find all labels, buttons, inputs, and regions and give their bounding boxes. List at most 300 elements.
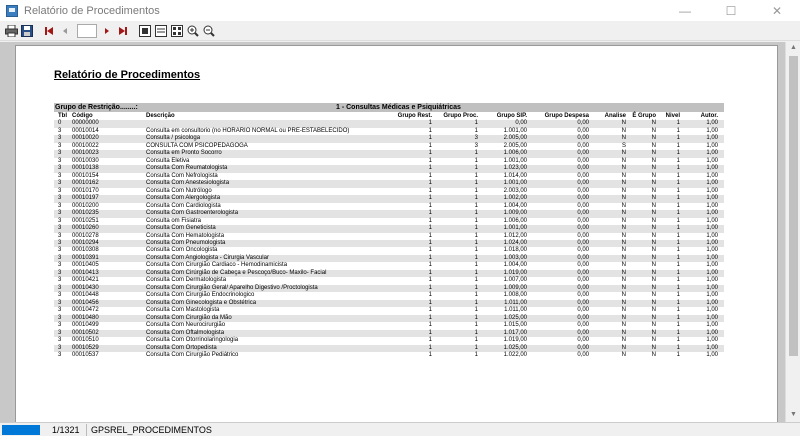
cell-e-grupo: N — [651, 277, 656, 284]
cell-tbl: 3 — [58, 352, 62, 358]
cell-codigo: 00010472 — [72, 307, 99, 314]
cell-grupo-rest: 1 — [428, 210, 432, 217]
cell-descricao: Consulta Com Alergologista — [146, 195, 221, 202]
cell-tbl: 3 — [58, 210, 62, 217]
cell-grupo-rest: 1 — [428, 202, 432, 209]
title-bar — [0, 0, 800, 21]
table-row — [54, 330, 724, 337]
col-header-codigo: Código — [72, 113, 93, 119]
cell-grupo-despesa: 0,00 — [577, 142, 589, 149]
cell-e-grupo: N — [651, 337, 656, 344]
cell-codigo: 00010529 — [72, 344, 99, 351]
cell-descricao: Consulta Com Dermatologista — [146, 277, 227, 284]
cell-nivel: 1 — [676, 202, 680, 209]
cell-descricao: Consulta Com Oncologista — [146, 247, 218, 254]
cell-analise: N — [621, 284, 626, 291]
cell-analise: N — [621, 135, 626, 142]
cell-grupo-rest: 1 — [428, 217, 432, 224]
cell-grupo-sip: 1.009,00 — [503, 210, 527, 217]
cell-grupo-rest: 1 — [428, 150, 432, 157]
table-row — [54, 128, 724, 135]
window-controls — [662, 0, 800, 21]
cell-descricao: Consulta Com Cardiologista — [146, 202, 221, 209]
procedures-table — [54, 113, 724, 359]
cell-grupo-proc: 1 — [474, 337, 478, 344]
cell-grupo-sip: 2.005,00 — [503, 135, 527, 142]
cell-codigo: 00010154 — [72, 172, 99, 179]
cell-grupo-sip: 1.009,00 — [503, 284, 527, 291]
cell-grupo-despesa: 0,00 — [577, 307, 589, 314]
cell-nivel: 1 — [676, 187, 680, 194]
cell-analise: N — [621, 165, 626, 172]
cell-analise: N — [621, 307, 626, 314]
cell-grupo-sip: 1.004,00 — [503, 262, 527, 269]
cell-grupo-proc: 1 — [474, 150, 478, 157]
cell-grupo-sip: 1.003,00 — [503, 254, 527, 261]
cell-analise: N — [621, 239, 626, 246]
cell-grupo-despesa: 0,00 — [577, 172, 589, 179]
cell-grupo-sip: 1.018,00 — [503, 247, 527, 254]
cell-codigo: 00000000 — [72, 120, 99, 127]
cell-tbl: 3 — [58, 187, 62, 194]
table-row — [54, 240, 724, 247]
cell-codigo: 00010251 — [72, 217, 99, 224]
cell-grupo-rest: 1 — [428, 157, 432, 164]
cell-autor: 1,00 — [706, 135, 718, 142]
cell-grupo-proc: 1 — [474, 239, 478, 246]
cell-grupo-proc: 1 — [474, 127, 478, 134]
col-header-autor: Autor. — [700, 113, 718, 119]
cell-nivel: 1 — [676, 269, 680, 276]
cell-grupo-despesa: 0,00 — [577, 284, 589, 291]
cell-tbl: 3 — [58, 239, 62, 246]
progress-bar — [2, 425, 40, 435]
table-row — [54, 150, 724, 157]
cell-e-grupo: N — [651, 150, 656, 157]
cell-grupo-proc: 1 — [474, 262, 478, 269]
cell-grupo-sip: 1.023,00 — [503, 165, 527, 172]
cell-grupo-proc: 1 — [474, 180, 478, 187]
cell-grupo-despesa: 0,00 — [577, 299, 589, 306]
minimize-button[interactable]: — — [679, 3, 691, 18]
cell-codigo: 00010294 — [72, 239, 99, 246]
cell-nivel: 1 — [676, 239, 680, 246]
cell-nivel: 1 — [676, 210, 680, 217]
cell-autor: 1,00 — [706, 314, 718, 321]
cell-tbl: 3 — [58, 180, 62, 187]
window-title: Relatório de Procedimentos — [24, 4, 160, 17]
cell-codigo: 00010405 — [72, 262, 99, 269]
cell-tbl: 3 — [58, 127, 62, 134]
group-header-bar — [54, 103, 724, 112]
cell-grupo-rest: 1 — [428, 352, 432, 358]
page-number-input[interactable] — [77, 24, 97, 38]
cell-nivel: 1 — [676, 172, 680, 179]
table-row — [54, 120, 724, 127]
cell-grupo-despesa: 0,00 — [577, 195, 589, 202]
cell-e-grupo: N — [651, 165, 656, 172]
close-button[interactable]: ✕ — [771, 3, 783, 18]
cell-grupo-sip: 1.022,00 — [503, 352, 527, 358]
toolbar — [0, 21, 800, 41]
cell-analise: N — [621, 202, 626, 209]
cell-grupo-despesa: 0,00 — [577, 120, 589, 127]
table-row — [54, 158, 724, 165]
cell-grupo-proc: 1 — [474, 292, 478, 299]
printer-icon[interactable] — [4, 24, 18, 38]
cell-tbl: 3 — [58, 292, 62, 299]
group-label: Grupo de Restrição........: — [55, 104, 138, 111]
cell-grupo-despesa: 0,00 — [577, 314, 589, 321]
cell-descricao: Consulta Com Cirurgião Endocrinologico — [146, 292, 255, 299]
table-row — [54, 173, 724, 180]
two-page-icon[interactable] — [154, 24, 168, 38]
cell-grupo-proc: 1 — [474, 232, 478, 239]
cell-grupo-despesa: 0,00 — [577, 322, 589, 329]
cell-autor: 1,00 — [706, 217, 718, 224]
cell-nivel: 1 — [676, 120, 680, 127]
cell-grupo-despesa: 0,00 — [577, 232, 589, 239]
cell-descricao: Consulta Com Angiologista - Cirurgia Vascular — [146, 254, 269, 261]
cell-analise: N — [621, 277, 626, 284]
cell-grupo-rest: 1 — [428, 254, 432, 261]
cell-grupo-rest: 1 — [428, 172, 432, 179]
cell-analise: N — [621, 322, 626, 329]
cell-nivel: 1 — [676, 337, 680, 344]
one-page-icon[interactable] — [138, 24, 152, 38]
cell-grupo-sip: 1.004,00 — [503, 202, 527, 209]
cell-e-grupo: N — [651, 262, 656, 269]
cell-tbl: 3 — [58, 329, 62, 336]
cell-nivel: 1 — [676, 352, 680, 358]
cell-grupo-despesa: 0,00 — [577, 210, 589, 217]
cell-nivel: 1 — [676, 150, 680, 157]
cell-e-grupo: N — [651, 187, 656, 194]
cell-codigo: 00010308 — [72, 247, 99, 254]
cell-grupo-proc: 1 — [474, 247, 478, 254]
cell-grupo-sip: 1.015,00 — [503, 322, 527, 329]
cell-analise: N — [621, 127, 626, 134]
cell-codigo: 00010499 — [72, 322, 99, 329]
cell-grupo-proc: 1 — [474, 269, 478, 276]
cell-e-grupo: N — [651, 232, 656, 239]
cell-codigo: 00010030 — [72, 157, 99, 164]
cell-grupo-sip: 1.001,00 — [503, 225, 527, 232]
cell-analise: N — [621, 299, 626, 306]
cell-e-grupo: N — [651, 307, 656, 314]
table-row — [54, 195, 724, 202]
table-row — [54, 135, 724, 142]
cell-tbl: 3 — [58, 142, 62, 149]
cell-nivel: 1 — [676, 299, 680, 306]
cell-autor: 1,00 — [706, 127, 718, 134]
cell-analise: N — [621, 262, 626, 269]
zoom-in-icon[interactable] — [186, 24, 200, 38]
scroll-up-icon[interactable]: ▲ — [790, 44, 797, 51]
cell-e-grupo: N — [651, 135, 656, 142]
cell-e-grupo: N — [651, 180, 656, 187]
table-row — [54, 277, 724, 284]
cell-codigo: 00010197 — [72, 195, 99, 202]
cell-e-grupo: N — [651, 314, 656, 321]
cell-descricao: Consulta Com Reumatologista — [146, 165, 228, 172]
cell-grupo-rest: 1 — [428, 225, 432, 232]
cell-e-grupo: N — [651, 239, 656, 246]
cell-codigo: 00010200 — [72, 202, 99, 209]
col-header-e-grupo: É Grupo — [632, 113, 656, 119]
cell-tbl: 3 — [58, 254, 62, 261]
table-row — [54, 345, 724, 352]
cell-analise: N — [621, 150, 626, 157]
cell-descricao: Consulta Com Hematologista — [146, 232, 225, 239]
cell-grupo-despesa: 0,00 — [577, 180, 589, 187]
cell-e-grupo: N — [651, 120, 656, 127]
col-header-descricao: Descrição — [146, 113, 175, 119]
cell-e-grupo: N — [651, 127, 656, 134]
cell-descricao: Consulta Com Neurocirurgião — [146, 322, 226, 329]
cell-grupo-rest: 1 — [428, 337, 432, 344]
cell-tbl: 3 — [58, 150, 62, 157]
cell-nivel: 1 — [676, 292, 680, 299]
cell-grupo-sip: 1.001,00 — [503, 127, 527, 134]
table-row — [54, 322, 724, 329]
table-row — [54, 262, 724, 269]
status-bar — [0, 422, 800, 436]
scroll-thumb[interactable] — [789, 56, 798, 356]
cell-grupo-sip: 1.025,00 — [503, 314, 527, 321]
cell-descricao: Consulta Com Cirurgião Cardiaco - Hemodinamicista — [146, 262, 288, 269]
cell-analise: N — [621, 247, 626, 254]
cell-codigo: 00010014 — [72, 127, 99, 134]
table-row — [54, 210, 724, 217]
cell-grupo-proc: 1 — [474, 314, 478, 321]
table-row — [54, 285, 724, 292]
cell-codigo: 00010421 — [72, 277, 99, 284]
scroll-down-icon[interactable]: ▼ — [790, 411, 797, 418]
cell-e-grupo: N — [651, 269, 656, 276]
table-row — [54, 247, 724, 254]
cell-tbl: 3 — [58, 269, 62, 276]
cell-tbl: 3 — [58, 337, 62, 344]
cell-grupo-proc: 1 — [474, 299, 478, 306]
cell-codigo: 00010138 — [72, 165, 99, 172]
table-header-row — [54, 113, 724, 120]
cell-analise: N — [621, 292, 626, 299]
cell-descricao: Consulta em consultorio (no HORARIO NORMAL ou PRE-ESTABELECIDO) — [146, 127, 350, 134]
cell-tbl: 3 — [58, 247, 62, 254]
cell-autor: 1,00 — [706, 202, 718, 209]
cell-descricao: Consulta Com Anestesiologista — [146, 180, 230, 187]
cell-analise: N — [621, 225, 626, 232]
cell-descricao: Consulta Com Ginecologista e Obstétrica — [146, 299, 257, 306]
cell-tbl: 3 — [58, 232, 62, 239]
cell-autor: 1,00 — [706, 195, 718, 202]
cell-autor: 1,00 — [706, 344, 718, 351]
cell-descricao: Consulta Com Cirurgião Geral/ Aparelho Digestivo /Proctologista — [146, 284, 318, 291]
cell-analise: N — [621, 344, 626, 351]
zoom-out-icon[interactable] — [202, 24, 216, 38]
cell-analise: N — [621, 120, 626, 127]
cell-tbl: 3 — [58, 262, 62, 269]
next-page-icon[interactable] — [100, 24, 114, 38]
cell-codigo: 00010162 — [72, 180, 99, 187]
cell-autor: 1,00 — [706, 232, 718, 239]
cell-grupo-proc: 1 — [474, 120, 478, 127]
cell-e-grupo: N — [651, 202, 656, 209]
cell-grupo-rest: 1 — [428, 262, 432, 269]
cell-nivel: 1 — [676, 322, 680, 329]
maximize-button[interactable]: ☐ — [725, 3, 737, 18]
cell-nivel: 1 — [676, 314, 680, 321]
table-row — [54, 307, 724, 314]
cell-grupo-despesa: 0,00 — [577, 247, 589, 254]
cell-grupo-rest: 1 — [428, 292, 432, 299]
cell-nivel: 1 — [676, 284, 680, 291]
cell-codigo: 00010502 — [72, 329, 99, 336]
prev-page-icon[interactable] — [58, 24, 72, 38]
cell-e-grupo: N — [651, 292, 656, 299]
cell-e-grupo: N — [651, 172, 656, 179]
cell-descricao: Consulta Com Pneumologista — [146, 239, 226, 246]
cell-autor: 1,00 — [706, 352, 718, 358]
cell-autor: 1,00 — [706, 142, 718, 149]
cell-grupo-proc: 1 — [474, 284, 478, 291]
report-canvas[interactable] — [0, 42, 785, 422]
cell-nivel: 1 — [676, 217, 680, 224]
cell-grupo-rest: 1 — [428, 232, 432, 239]
cell-nivel: 1 — [676, 247, 680, 254]
cell-autor: 1,00 — [706, 239, 718, 246]
cell-descricao: Consulta Com Ortopedista — [146, 344, 217, 351]
cell-tbl: 3 — [58, 277, 62, 284]
cell-grupo-despesa: 0,00 — [577, 269, 589, 276]
cell-grupo-sip: 1.014,00 — [503, 172, 527, 179]
cell-grupo-rest: 1 — [428, 322, 432, 329]
cell-autor: 1,00 — [706, 277, 718, 284]
cell-grupo-despesa: 0,00 — [577, 344, 589, 351]
cell-grupo-sip: 2.005,00 — [503, 142, 527, 149]
cell-grupo-sip: 1.025,00 — [503, 344, 527, 351]
cell-grupo-sip: 1.011,00 — [504, 307, 527, 314]
cell-autor: 1,00 — [706, 172, 718, 179]
cell-grupo-rest: 1 — [428, 142, 432, 149]
cell-grupo-rest: 1 — [428, 165, 432, 172]
cell-grupo-rest: 1 — [428, 299, 432, 306]
cell-grupo-sip: 0,00 — [515, 120, 527, 127]
vertical-scrollbar[interactable] — [785, 42, 800, 422]
cell-codigo: 00010537 — [72, 352, 99, 358]
cell-grupo-proc: 1 — [474, 254, 478, 261]
table-row — [54, 225, 724, 232]
cell-autor: 1,00 — [706, 254, 718, 261]
col-header-tbl: Tbl — [58, 113, 67, 119]
cell-e-grupo: N — [651, 284, 656, 291]
cell-autor: 1,00 — [706, 337, 718, 344]
cell-grupo-despesa: 0,00 — [577, 262, 589, 269]
cell-grupo-despesa: 0,00 — [577, 292, 589, 299]
cell-grupo-sip: 2.003,00 — [503, 187, 527, 194]
cell-grupo-proc: 1 — [474, 157, 478, 164]
cell-grupo-despesa: 0,00 — [577, 225, 589, 232]
cell-tbl: 3 — [58, 314, 62, 321]
cell-autor: 1,00 — [706, 187, 718, 194]
cell-descricao: Consulta Com Oftalmologista — [146, 329, 225, 336]
cell-grupo-rest: 1 — [428, 127, 432, 134]
cell-e-grupo: N — [651, 157, 656, 164]
cell-tbl: 3 — [58, 172, 62, 179]
cell-autor: 1,00 — [706, 120, 718, 127]
col-header-grupo-sip: Grupo SIP. — [496, 113, 527, 119]
cell-descricao: Consulta Com Mastologista — [146, 307, 220, 314]
col-header-grupo-proc: Grupo Proc. — [443, 113, 478, 119]
cell-grupo-sip: 1.001,00 — [503, 180, 527, 187]
cell-analise: N — [621, 352, 626, 358]
cell-grupo-proc: 1 — [474, 322, 478, 329]
cell-codigo: 00010448 — [72, 292, 99, 299]
cell-analise: N — [621, 210, 626, 217]
cell-analise: N — [621, 254, 626, 261]
table-row — [54, 218, 724, 225]
cell-e-grupo: N — [651, 217, 656, 224]
multi-page-icon[interactable] — [170, 24, 184, 38]
cell-grupo-rest: 1 — [428, 180, 432, 187]
cell-autor: 1,00 — [706, 247, 718, 254]
cell-grupo-proc: 1 — [474, 217, 478, 224]
save-icon[interactable] — [20, 24, 34, 38]
cell-grupo-sip: 1.019,00 — [503, 269, 527, 276]
cell-grupo-proc: 1 — [474, 195, 478, 202]
cell-grupo-rest: 1 — [428, 247, 432, 254]
table-row — [54, 203, 724, 210]
cell-codigo: 00010480 — [72, 314, 99, 321]
cell-grupo-sip: 1.012,00 — [503, 232, 527, 239]
cell-autor: 1,00 — [706, 292, 718, 299]
cell-codigo: 00010391 — [72, 254, 99, 261]
cell-grupo-despesa: 0,00 — [577, 337, 589, 344]
cell-grupo-rest: 1 — [428, 187, 432, 194]
cell-analise: N — [621, 217, 626, 224]
cell-descricao: Consulta Com Gastroenterologista — [146, 210, 239, 217]
cell-analise: N — [621, 172, 626, 179]
cell-grupo-despesa: 0,00 — [577, 329, 589, 336]
cell-grupo-sip: 1.008,00 — [503, 292, 527, 299]
cell-grupo-proc: 1 — [474, 277, 478, 284]
cell-grupo-proc: 1 — [474, 344, 478, 351]
cell-descricao: Consulta Com Nutrólogo — [146, 187, 212, 194]
cell-analise: N — [621, 337, 626, 344]
cell-e-grupo: N — [651, 210, 656, 217]
col-header-analise: Analise — [604, 113, 626, 119]
cell-tbl: 3 — [58, 284, 62, 291]
cell-e-grupo: N — [651, 195, 656, 202]
cell-e-grupo: N — [651, 344, 656, 351]
cell-analise: N — [621, 180, 626, 187]
cell-e-grupo: N — [651, 142, 656, 149]
table-row — [54, 255, 724, 262]
cell-descricao: Consulta Com Cirúrgião de Cabeça e Pescoço/Buco- Maxilo- Facial — [146, 269, 327, 276]
cell-grupo-despesa: 0,00 — [577, 150, 589, 157]
cell-analise: S — [621, 142, 626, 149]
last-page-icon[interactable] — [116, 24, 130, 38]
cell-codigo: 00010510 — [72, 337, 99, 344]
cell-grupo-sip: 1.002,00 — [503, 195, 527, 202]
table-row — [54, 233, 724, 240]
first-page-icon[interactable] — [42, 24, 56, 38]
cell-nivel: 1 — [676, 262, 680, 269]
table-row — [54, 188, 724, 195]
cell-grupo-rest: 1 — [428, 195, 432, 202]
cell-grupo-despesa: 0,00 — [577, 277, 589, 284]
